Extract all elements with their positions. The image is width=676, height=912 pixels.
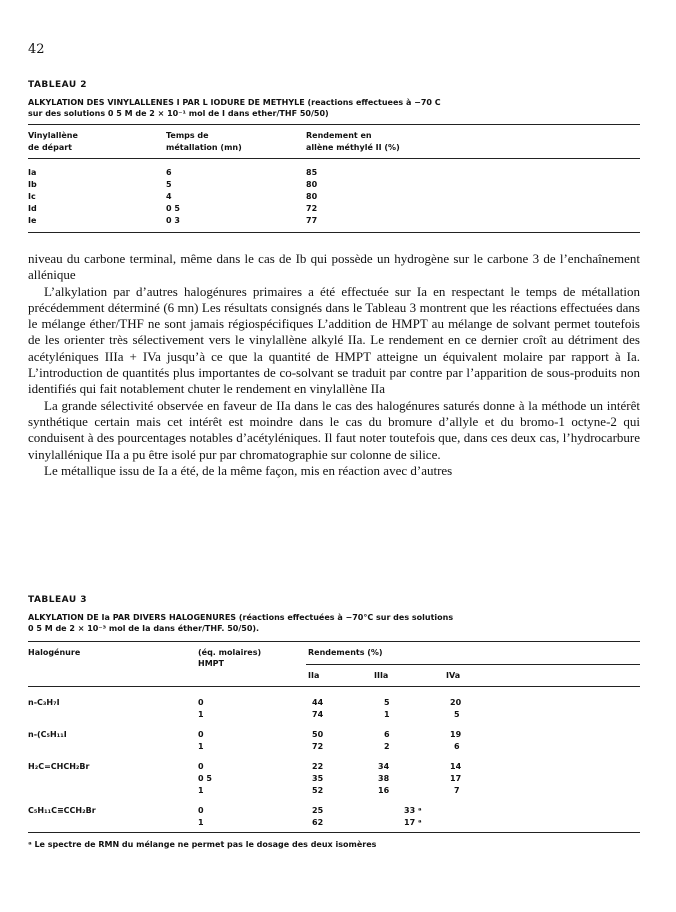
paragraph: La grande sélectivité observée en faveur de IIa dans le cas des halogénures saturés donne à la méthode un intérêt synthétique certain mais cet intérêt est moindre dans le cas du bromure d’allyle et du bromo-1 octyne-2 qui conduisent à des pourcentages notables d’acétyléniques. Il faut noter toutefois que, dans ces deux cas, l’hydrocarbure vinylallénique IIa a pu être isolé pur par chromatographie sur colonne de silice. (28, 397, 640, 462)
table3-header-IIIa: IIIa (374, 671, 389, 680)
table3-header-eq-1: (éq. molaires) (198, 648, 262, 657)
table2-yield: 80 (306, 192, 318, 201)
table3-IVa: 20 (450, 698, 462, 707)
table2-start: Ia (28, 168, 37, 177)
page-number: 42 (28, 42, 45, 57)
table3-hmpt: 0 (198, 762, 204, 771)
table3-top-rule (28, 641, 640, 642)
table3-IIIa: 5 (384, 698, 390, 707)
table3-IIIa: 38 (378, 774, 390, 783)
table3-IIa: 50 (312, 730, 324, 739)
table2-time: 0 5 (166, 204, 180, 213)
table2-label: TABLEAU 2 (28, 80, 88, 90)
table2-header-time-2: métallation (mn) (166, 143, 242, 152)
table3-header-IVa: IVa (446, 671, 461, 680)
paragraph: niveau du carbone terminal, même dans le cas de Ib qui possède un hydrogène sur le carbone 3 de l’enchaînement allénique (28, 251, 640, 283)
table2-time: 0 3 (166, 216, 180, 225)
table2-header-yield-2: allène méthylé II (%) (306, 143, 400, 152)
table2-caption (28, 97, 638, 119)
table3-caption-line1: ALKYLATION DE Ia PAR DIVERS HALOGENURES (réactions effectuées à −70°C sur des solutions (28, 613, 454, 622)
table3-caption-line2: 0 5 M de 2 × 10⁻³ mol de Ia dans éther/THF. 50/50). (28, 624, 260, 633)
table3-merged-isomers: 17 ᵃ (404, 818, 422, 827)
table2-caption-line1: ALKYLATION DES VINYLALLENES I PAR L IODURE DE METHYLE (reactions effectuees à −70 C (28, 98, 441, 107)
table2-header-start-1: Vinylallène (28, 131, 78, 140)
table3-halide: n-(C₅H₁₁I (28, 730, 67, 739)
table2-start: Id (28, 204, 37, 213)
table3-IVa: 5 (454, 710, 460, 719)
table3-IVa: 7 (454, 786, 460, 795)
table2-bottom-rule (28, 232, 640, 233)
table3-IIa: 35 (312, 774, 324, 783)
table2-header-start-2: de départ (28, 143, 72, 152)
table2-caption-line2: sur des solutions 0 5 M de 2 × 10⁻¹ mol de I dans ether/THF 50/50) (28, 109, 329, 118)
table3-hmpt: 0 5 (198, 774, 212, 783)
table2-start: Ic (28, 192, 36, 201)
table3-IIIa: 34 (378, 762, 390, 771)
table3-merged-isomers: 33 ᵃ (404, 806, 422, 815)
table2-time: 4 (166, 192, 172, 201)
table3-hmpt: 1 (198, 786, 204, 795)
table3-IIa: 44 (312, 698, 324, 707)
table2-yield: 77 (306, 216, 318, 225)
table3-yields-rule (306, 664, 640, 665)
table3-IIa: 22 (312, 762, 324, 771)
table3-header-IIa: IIa (308, 671, 320, 680)
table2-yield: 80 (306, 180, 318, 189)
table3-bottom-rule (28, 832, 640, 833)
table3-hmpt: 0 (198, 730, 204, 739)
table3-caption (28, 612, 638, 634)
table3-IIa: 72 (312, 742, 324, 751)
table3-IIIa: 1 (384, 710, 390, 719)
table3-halide: H₂C=CHCH₂Br (28, 762, 90, 771)
table3-IIIa: 2 (384, 742, 390, 751)
table2-time: 6 (166, 168, 172, 177)
table2-yield: 85 (306, 168, 318, 177)
table2-header-rule (28, 158, 640, 159)
table3-IIa: 62 (312, 818, 324, 827)
paragraph: L’alkylation par d’autres halogénures primaires a été effectuée sur Ia en respectant le temps de métallation précédemment déterminé (6 mn) Les résultats consignés dans le Tableau 3 montrent que les réactions effectuées dans le mélange éther/THF ne sont jamais régiospécifiques L’addition de HMPT au mélange de solvant permet toutefois de les orienter très sélectivement vers le vinylallène alkylé IIa. Le rendement en ce dernier croît au détriment des acétyléniques IIIa + IVa jusqu’à ce que la quantité de HMPT atteigne un équivalent molaire par rapport à Ia. L’introduction de quantités plus importantes de co-solvant se traduit par contre par l’apparition de sous-produits non identifiés qui fait notablement chuter le rendement en vinylallène IIa (28, 283, 640, 397)
table3-IIIa: 16 (378, 786, 390, 795)
table3-halide: n-C₃H₇I (28, 698, 60, 707)
table3-IVa: 17 (450, 774, 462, 783)
table2-top-rule (28, 124, 640, 125)
table2-header-yield-1: Rendement en (306, 131, 372, 140)
table3-label: TABLEAU 3 (28, 595, 88, 605)
table2-yield: 72 (306, 204, 318, 213)
table3-IIa: 25 (312, 806, 324, 815)
table2-header-time-1: Temps de (166, 131, 209, 140)
table3-hmpt: 1 (198, 710, 204, 719)
table3-IVa: 19 (450, 730, 462, 739)
paragraph: Le métallique issu de Ia a été, de la même façon, mis en réaction avec d’autres (44, 462, 453, 478)
table3-IVa: 6 (454, 742, 460, 751)
table3-IVa: 14 (450, 762, 462, 771)
table3-hmpt: 1 (198, 742, 204, 751)
table3-footnote: ᵃ Le spectre de RMN du mélange ne permet pas le dosage des deux isomères (28, 840, 377, 849)
table3-IIIa: 6 (384, 730, 390, 739)
table3-header-halide: Halogénure (28, 648, 81, 657)
table3-hmpt: 0 (198, 698, 204, 707)
table2-start: Ib (28, 180, 37, 189)
body-text (28, 251, 640, 479)
table3-header-rule (28, 686, 640, 687)
table3-IIa: 52 (312, 786, 324, 795)
table2-time: 5 (166, 180, 172, 189)
table3-hmpt: 1 (198, 818, 204, 827)
table2-start: Ie (28, 216, 37, 225)
table3-header-yields: Rendements (%) (308, 648, 383, 657)
table3-header-eq-2: HMPT (198, 659, 224, 668)
table3-IIa: 74 (312, 710, 324, 719)
table3-hmpt: 0 (198, 806, 204, 815)
table3-halide: C₅H₁₁C≡CCH₂Br (28, 806, 96, 815)
